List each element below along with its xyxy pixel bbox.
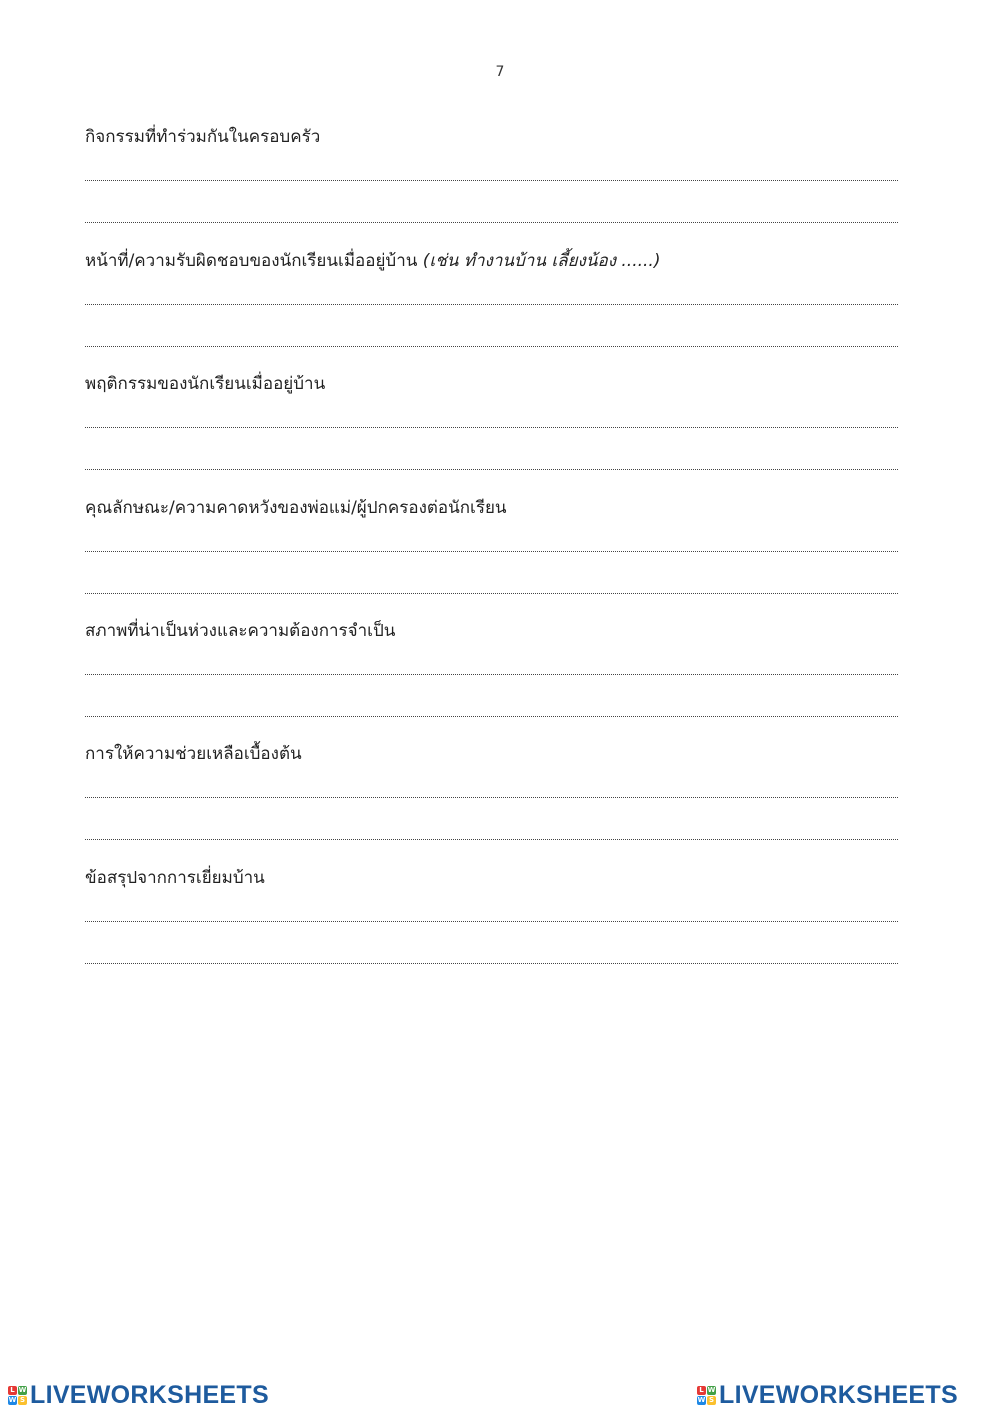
answer-line[interactable] [85,593,898,594]
liveworksheets-wordmark: LIVEWORKSHEETS [30,1380,269,1409]
liveworksheets-logo-icon [697,1386,716,1405]
logo-letter-tile: W [8,1395,17,1404]
section-hint: (เช่น ทำงานบ้าน เลี้ยงน้อง ......) [422,251,661,271]
liveworksheets-logo-right [697,1380,958,1410]
answer-line[interactable] [85,963,898,964]
section-label: คุณลักษณะ/ความคาดหวังของพ่อแม่/ผู้ปกครองต่อนักเรียน [85,498,507,518]
answer-line[interactable] [85,797,898,798]
answer-line[interactable] [85,674,898,675]
liveworksheets-logo-left [8,1380,269,1410]
answer-line[interactable] [85,304,898,305]
logo-letter-tile: S [19,1395,26,1404]
logo-letter-tile: W [707,1385,716,1394]
answer-line[interactable] [85,921,898,922]
answer-line[interactable] [85,427,898,428]
section-label: พฤติกรรมของนักเรียนเมื่ออยู่บ้าน [85,374,326,394]
answer-line[interactable] [85,222,898,223]
logo-letter-tile: S [708,1395,715,1404]
answer-line[interactable] [85,551,898,552]
liveworksheets-wordmark: LIVEWORKSHEETS [719,1380,958,1409]
logo-letter-tile: L [8,1386,17,1395]
logo-letter-tile: W [697,1395,706,1404]
section-label: ข้อสรุปจากการเยี่ยมบ้าน [85,868,265,888]
answer-line[interactable] [85,469,898,470]
answer-line[interactable] [85,346,898,347]
section-label: หน้าที่/ความรับผิดชอบของนักเรียนเมื่ออยู่บ้าน (เช่น ทำงานบ้าน เลี้ยงน้อง ......) [85,251,661,271]
answer-line[interactable] [85,716,898,717]
logo-letter-tile: W [18,1385,27,1394]
logo-letter-tile: L [697,1386,706,1395]
answer-line[interactable] [85,180,898,181]
section-label: สภาพที่น่าเป็นห่วงและความต้องการจำเป็น [85,621,396,641]
section-label: การให้ความช่วยเหลือเบื้องต้น [85,744,302,764]
section-label: กิจกรรมที่ทำร่วมกันในครอบครัว [85,127,321,147]
liveworksheets-logo-icon [8,1386,27,1405]
answer-line[interactable] [85,839,898,840]
page-number: 7 [495,64,505,80]
